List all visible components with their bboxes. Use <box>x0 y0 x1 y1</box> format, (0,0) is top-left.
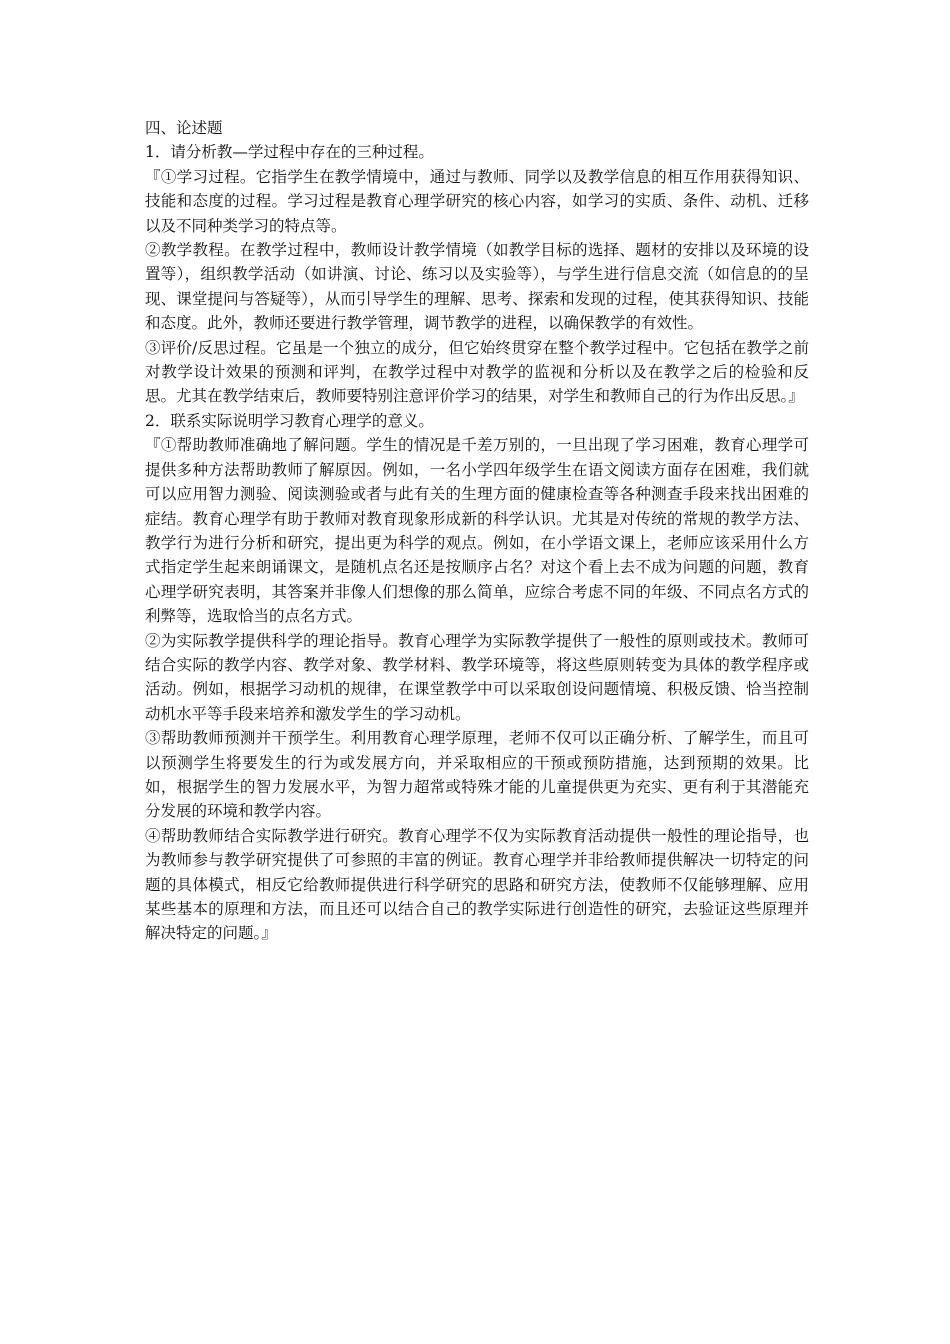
question-1: 1．请分析教—学过程中存在的三种过程。 <box>145 143 434 162</box>
q2-answer-paragraph-1: 『①帮助教师准确地了解问题。学生的情况是千差万别的，一旦出现了学习困难，教育心理学可提供多种方法帮助教师了解原因。例如，一名小学四年级学生在语文阅读方面存在困难，我们就可以应用智力测验、阅读测验或者与此有关的生理方面的健康检查等各种测查手段来找出困难的症结。教育心理学有助于教师对教育现象形成新的科学认识。尤其是对传统的常规的教学方法、教学行为进行分析和研究，提出更为科学的观点。例如，在小学语文课上，老师应该采用什么方式指定学生起来朗诵课文，是随机点名还是按顺序占名？对这个看上去不成为问题的问题，教育心理学研究表明，其答案并非像人们想像的那么简单，应综合考虑不同的年级、不同点名方式的利弊等，选取恰当的点名方式。 <box>145 436 809 626</box>
q2-answer-paragraph-4: ④帮助教师结合实际教学进行研究。教育心理学不仅为实际教育活动提供一般性的理论指导，也为教师参与教学研究提供了可参照的丰富的例证。教育心理学并非给教师提供解决一切特定的问题的具体模式，相反它给教师提供进行科学研究的思路和研究方法，使教师不仅能够理解、应用某些基本的原理和方法，而且还可以结合自己的教学实际进行创造性的研究，去验证这些原理并解决特定的问题。』 <box>145 826 809 943</box>
q1-answer-paragraph-2: ②教学教程。在教学过程中，教师设计教学情境（如教学目标的选择、题材的安排以及环境的设置等），组织教学活动（如讲演、讨论、练习以及实验等），与学生进行信息交流（如信息的的呈现、课堂提问与答疑等），从而引导学生的理解、思考、探索和发现的过程，使其获得知识、技能和态度。此外，教师还要进行教学管理，调节教学的进程，以确保教学的有效性。 <box>145 241 809 333</box>
q2-answer-paragraph-3: ③帮助教师预测并干预学生。利用教育心理学原理，老师不仅可以正确分析、了解学生，而且可以预测学生将要发生的行为或发展方向，并采取相应的干预或预防措施，达到预期的效果。比如，根据学生的智力发展水平，为智力超常或特殊才能的儿童提供更为充实、更有利于其潜能充分发展的环境和教学内容。 <box>145 729 809 821</box>
q2-answer-paragraph-2: ②为实际教学提供科学的理论指导。教育心理学为实际教学提供了一般性的原则或技术。教师可结合实际的教学内容、教学对象、教学材料、教学环境等，将这些原则转变为具体的教学程序或活动。例如，根据学习动机的规律，在课堂教学中可以采取创设问题情境、积极反馈、恰当控制动机水平等手段来培养和激发学生的学习动机。 <box>145 631 809 723</box>
question-2: 2．联系实际说明学习教育心理学的意义。 <box>145 411 434 430</box>
section-title: 四、论述题 <box>145 119 223 137</box>
q1-answer-paragraph-1: 『①学习过程。它指学生在教学情境中，通过与教师、同学以及教学信息的相互作用获得知识、技能和态度的过程。学习过程是教育心理学研究的核心内容，如学习的实质、条件、动机、迁移以及不同种类学习的特点等。 <box>145 167 809 235</box>
document-body <box>145 116 809 946</box>
q1-answer-paragraph-3: ③评价/反思过程。它虽是一个独立的成分，但它始终贯穿在整个教学过程中。它包括在教学之前对教学设计效果的预测和评判，在教学过程中对教学的监视和分析以及在教学之后的检验和反思。尤其在教学结束后，教师要特别注意评价学习的结果，对学生和教师自己的行为作出反思。』 <box>145 338 809 406</box>
